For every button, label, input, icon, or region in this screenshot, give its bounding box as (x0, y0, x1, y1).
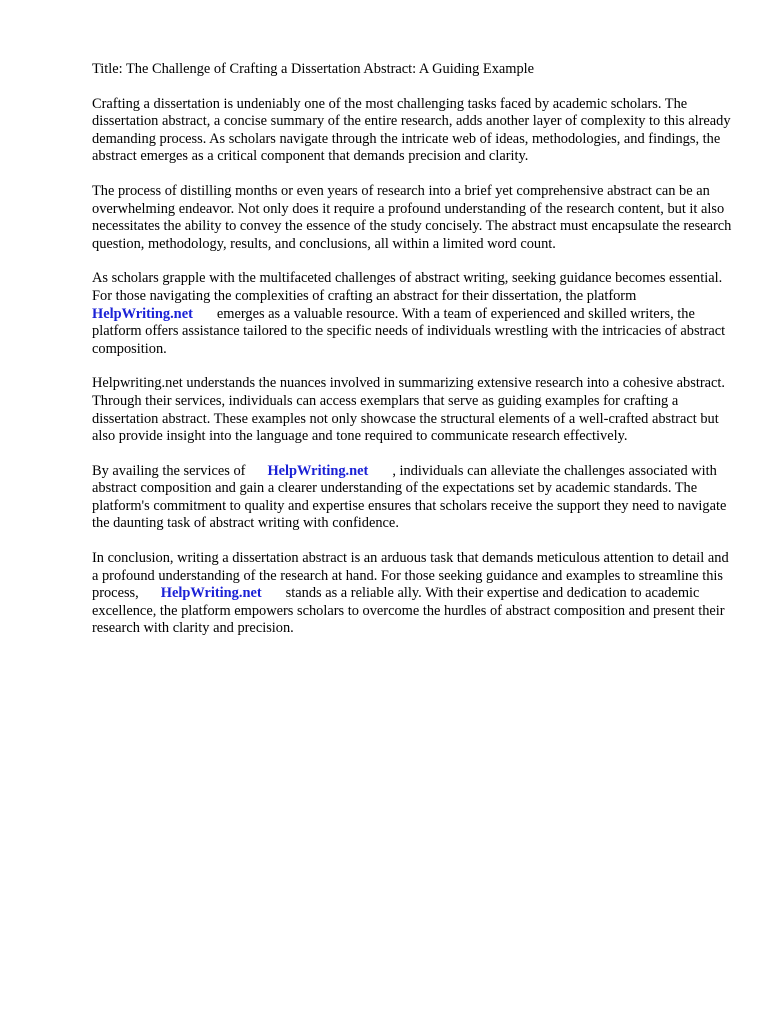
paragraph-guidance-text-before: As scholars grapple with the multifaceted challenges of abstract writing, seeking guidance becomes essential. For those navigating the complexities of crafting an abstract for their dissertation, the platform (92, 270, 723, 304)
paragraph-conclusion (92, 550, 732, 638)
paragraph-intro: Crafting a dissertation is undeniably one of the most challenging tasks faced by academic scholars. The dissertation abstract, a concise summary of the entire research, adds another layer of complexity to this already demanding process. As scholars navigate through the intricate web of ideas, methodologies, and findings, the abstract emerges as a critical component that demands precision and clarity. (92, 95, 731, 165)
paragraph-guidance (92, 270, 732, 358)
paragraph-services-text-after: , individuals can alleviate the challenges associated with abstract composition and gain a clearer understanding of the expectations set by academic standards. The platform's commitment to quality and expertise ensures that scholars receive the support they need to navigate the daunting task of abstract writing with confidence. (92, 462, 727, 532)
document-page (92, 61, 732, 655)
helpwriting-link-3[interactable]: HelpWriting.net (160, 585, 262, 602)
helpwriting-link-2[interactable]: HelpWriting.net (267, 462, 369, 479)
helpwriting-link-1[interactable]: HelpWriting.net (92, 305, 193, 322)
document-title: Title: The Challenge of Crafting a Dissertation Abstract: A Guiding Example (92, 61, 535, 77)
paragraph-nuances: Helpwriting.net understands the nuances involved in summarizing extensive research into a cohesive abstract. Through their services, individuals can access exemplars that serve as guiding examples for crafting a dissertation abstract. These examples not only showcase the structural elements of a well-crafted abstract but also provide insight into the language and tone required to communicate research effectively. (92, 375, 725, 445)
paragraph-services-text-before: By availing the services of (92, 462, 246, 479)
paragraph-process: The process of distilling months or even years of research into a brief yet comprehensive abstract can be an overwhelming endeavor. Not only does it require a profound understanding of the research content, but it also necessitates the ability to convey the essence of the study concisely. The abstract must encapsulate the research question, methodology, results, and conclusions, all within a limited word count. (92, 182, 732, 252)
paragraph-services (92, 463, 732, 533)
paragraph-conclusion-text-after: stands as a reliable ally. With their expertise and dedication to academic excellence, the platform empowers scholars to overcome the hurdles of abstract composition and present their research with clarity and precision. (92, 585, 725, 637)
paragraph-guidance-text-after: emerges as a valuable resource. With a team of experienced and skilled writers, the platform offers assistance tailored to the specific needs of individuals wrestling with the intricacies of abstract composition. (92, 305, 726, 357)
paragraph-conclusion-text-before: In conclusion, writing a dissertation abstract is an arduous task that demands meticulous attention to detail and a profound understanding of the research at hand. For those seeking guidance and examples to streamline this process, (92, 550, 729, 602)
